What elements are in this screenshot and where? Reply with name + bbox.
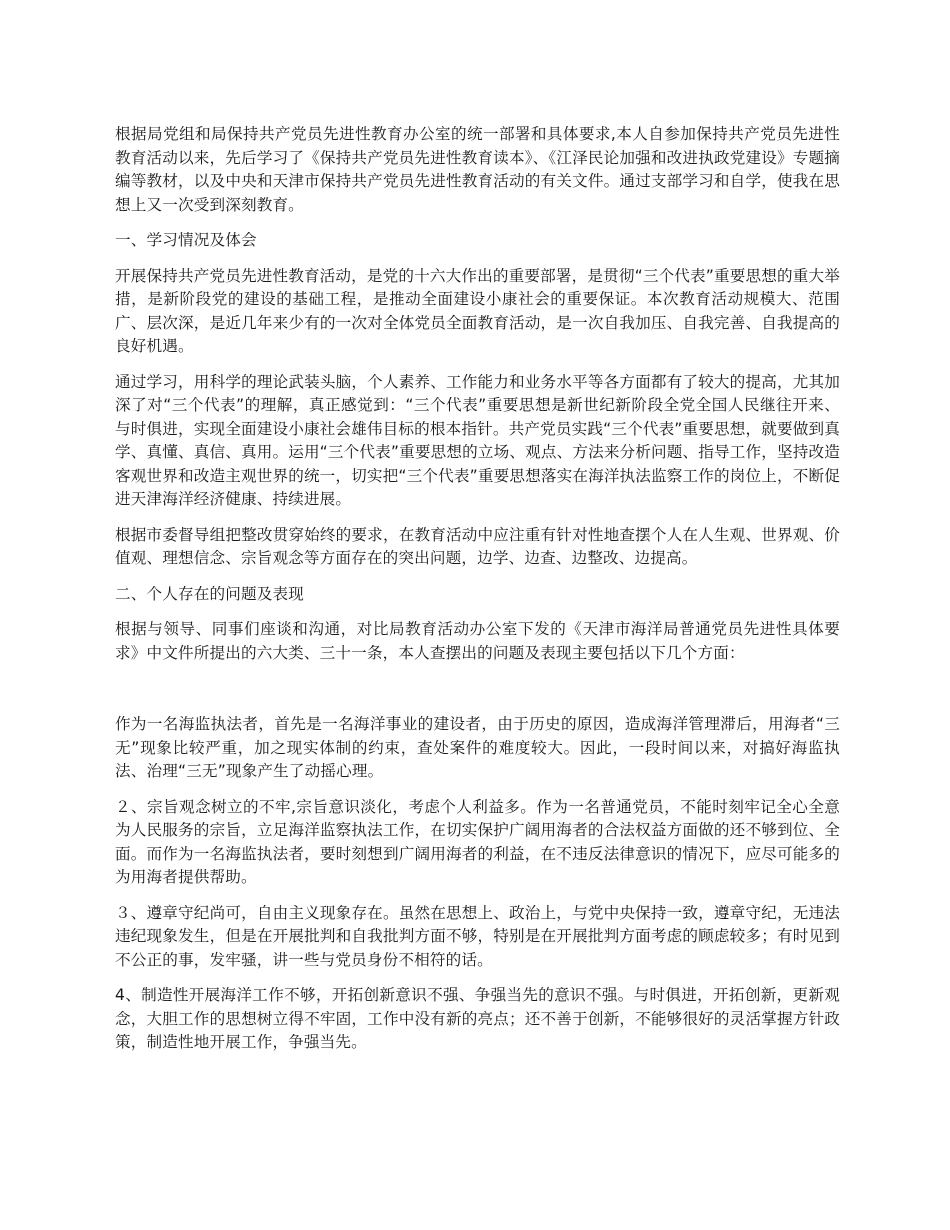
problem-item-1: 作为一名海监执法者，首先是一名海洋事业的建设者，由于历史的原因，造成海洋管理滞后，用海者“三无”现象比较严重，加之现实体制的约束，查处案件的难度较大。因此，一段时间以来，对搞好海监执法、治理“三无”现象产生了动摇心理。	[115, 715, 840, 780]
intro-paragraph: 根据局党组和局保持共产党员先进性教育办公室的统一部署和具体要求,本人自参加保持共产党员先进性教育活动以来，先后学习了《保持共产党员先进性教育读本》、《江泽民论加强和改进执政党建设》专题摘编等教材，以及中央和天津市保持共产党员先进性教育活动的有关文件。通过支部学习和自学，使我在思想上又一次受到深刻教育。	[115, 125, 840, 214]
section-heading-study: 一、学习情况及体会	[115, 231, 257, 249]
document-body	[115, 123, 840, 1067]
blank-gap	[115, 677, 840, 713]
study-paragraph-1: 开展保持共产党员先进性教育活动，是党的十六大作出的重要部署，是贯彻“三个代表”重要思想的重大举措，是新阶段党的建设的基础工程，是推动全面建设小康社会的重要保证。本次教育活动规模大、范围广、层次深，是近几年来少有的一次对全体党员全面教育活动，是一次自我加压、自我完善、自我提高的良好机遇。	[115, 266, 840, 355]
section-heading-problems: 二、个人存在的问题及表现	[115, 584, 304, 603]
study-paragraph-2: 通过学习，用科学的理论武装头脑，个人素养、工作能力和业务水平等各方面都有了较大的提高，尤其加深了对“三个代表”的理解，真正感觉到：“三个代表”重要思想是新世纪新阶段全党全国人民继往开来、与时俱进，实现全面建设小康社会雄伟目标的根本指针。共产党员实践“三个代表”重要思想，就要做到真学、真懂、真信、真用。运用“三个代表”重要思想的立场、观点、方法来分析问题、指导工作，坚持改造客观世界和改造主观世界的统一，切实把“三个代表”重要思想落实在海洋执法监察工作的岗位上，不断促进天津海洋经济健康、持续进展。	[115, 372, 840, 508]
problem-item-2: ２、宗旨观念树立的不牢,宗旨意识淡化，考虑个人利益多。作为一名普通党员，不能时刻牢记全心全意为人民服务的宗旨，立足海洋监察执法工作，在切实保护广阔用海者的合法权益方面做的还不够到位、全面。而作为一名海监执法者，要时刻想到广阔用海者的利益，在不违反法律意识的情况下，应尽可能多的为用海者提供帮助。	[115, 797, 840, 886]
problem-item-4: 4、制造性开展海洋工作不够，开拓创新意识不强、争强当先的意识不强。与时俱进，开拓创新，更新观念，大胆工作的思想树立得不牢固，工作中没有新的亮点；还不善于创新，不能够很好的灵活掌握方针政策，制造性地开展工作，争强当先。	[115, 986, 840, 1051]
problem-item-3: ３、遵章守纪尚可，自由主义现象存在。虽然在思想上、政治上，与党中央保持一致，遵章守纪，无违法违纪现象发生，但是在开展批判和自我批判方面不够，特别是在开展批判方面考虑的顾虑较多；有时见到不公正的事，发牢骚，讲一些与党员身份不相符的话。	[115, 903, 840, 969]
study-paragraph-3: 根据市委督导组把整改贯穿始终的要求，在教育活动中应注重有针对性地查摆个人在人生观、世界观、价值观、理想信念、宗旨观念等方面存在的突出问题，边学、边查、边整改、边提高。	[115, 525, 840, 567]
problems-intro-paragraph: 根据与领导、同事们座谈和沟通，对比局教育活动办公室下发的《天津市海洋局普通党员先进性具体要求》中文件所提出的六大类、三十一条，本人查摆出的问题及表现主要包括以下几个方面：	[115, 620, 840, 662]
